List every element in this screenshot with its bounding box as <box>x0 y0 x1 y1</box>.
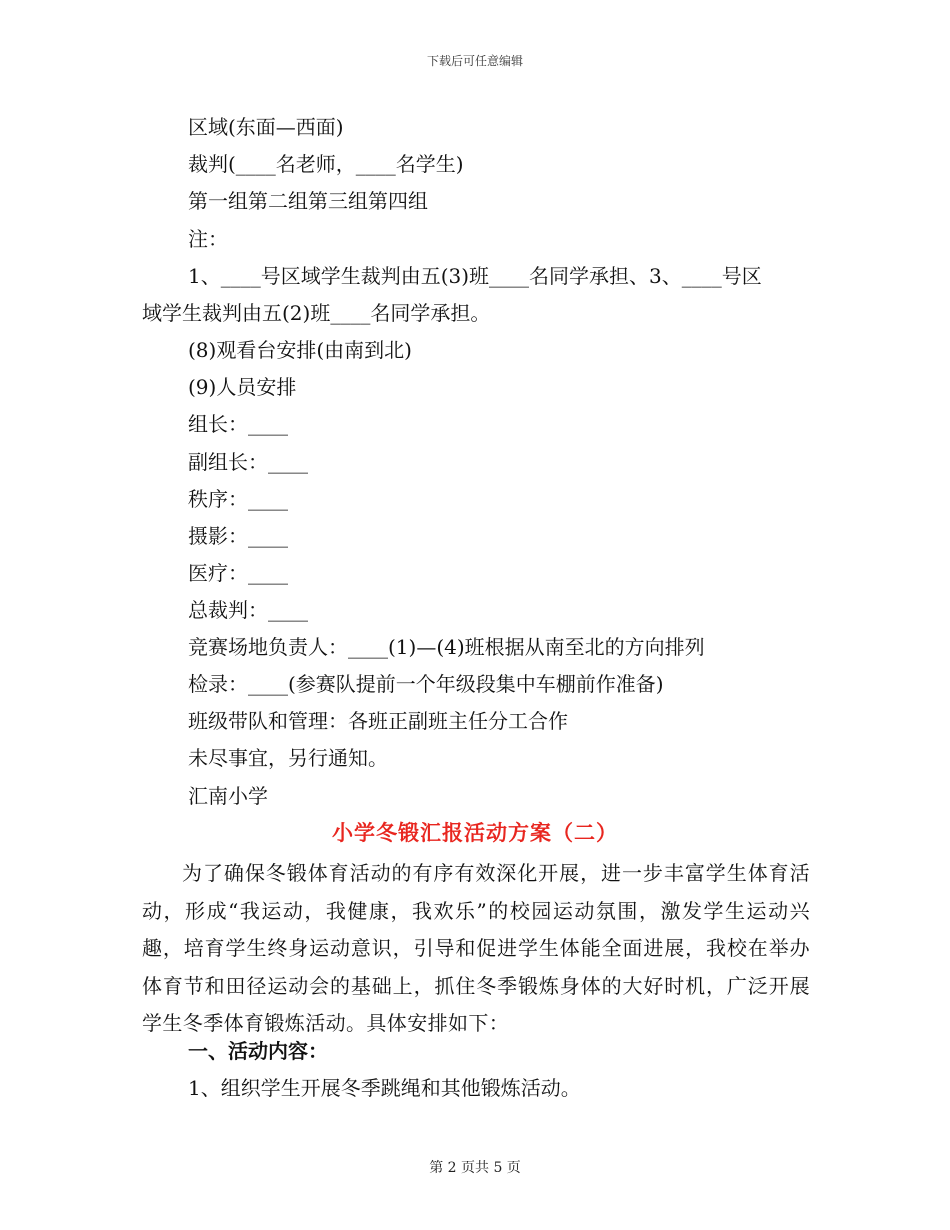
text-line-leader: 组长：____ <box>188 412 288 436</box>
text-line-deputy-leader: 副组长：____ <box>188 450 308 474</box>
section-heading-activity-content: 一、活动内容： <box>188 1039 328 1063</box>
page-header: 下载后可任意编辑 <box>426 54 523 68</box>
text-line-class-management: 班级带队和管理：各班正副班主任分工合作 <box>188 709 568 733</box>
text-line-note-item-1b: 域学生裁判由五(2)班____名同学承担。 <box>142 301 491 325</box>
text-line-stands: (8)观看台安排(由南到北) <box>188 338 412 362</box>
text-line-region: 区域(东面—西面) <box>188 115 344 139</box>
intro-paragraph: 为了确保冬锻体育活动的有序有效深化开展，进一步丰富学生体育活动，形成“我运动，我健康，我欢乐”的校园运动氛围，激发学生运动兴趣，培育学生终身运动意识，引导和促进学生体能全面进展，我校在举办体育节和田径运动会的基础上，抓住冬季锻炼身体的大好时机，广泛开展学生冬季体育锻炼活动。具体安排如下： <box>142 861 810 1036</box>
activity-item-1: 1、组织学生开展冬季跳绳和其他锻炼活动。 <box>188 1076 581 1100</box>
page-footer: 第 2 页共 5 页 <box>429 1160 521 1176</box>
text-line-photography: 摄影：____ <box>188 524 288 548</box>
text-line-groups: 第一组第二组第三组第四组 <box>188 189 428 213</box>
text-line-check-in: 检录：____(参赛队提前一个年级段集中车棚前作准备) <box>188 672 664 696</box>
text-line-order: 秩序：____ <box>188 487 288 511</box>
section-title: 小学冬锻汇报活动方案（二） <box>332 820 618 845</box>
text-line-staffing: (9)人员安排 <box>188 375 297 399</box>
text-line-venue-manager: 竞赛场地负责人：____(1)—(4)班根据从南至北的方向排列 <box>188 635 705 659</box>
text-line-note: 注： <box>188 227 228 251</box>
text-line-school-name: 汇南小学 <box>188 784 268 808</box>
text-line-medical: 医疗：____ <box>188 561 288 585</box>
text-line-note-item-1a: 1、____号区域学生裁判由五(3)班____名同学承担、3、____号区 <box>188 264 762 288</box>
text-line-chief-referee: 总裁判：____ <box>188 598 308 622</box>
text-line-referees: 裁判(____名老师，____名学生) <box>188 152 464 176</box>
text-line-notice: 未尽事宜，另行通知。 <box>188 746 388 770</box>
